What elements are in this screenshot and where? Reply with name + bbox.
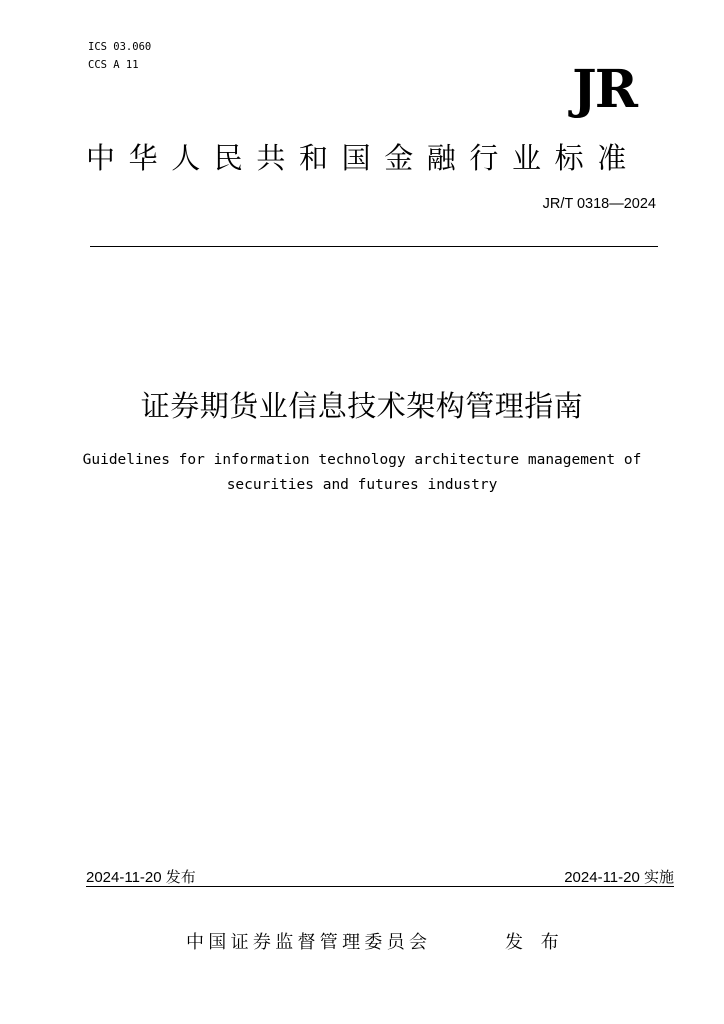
publish-date: 2024-11-20 发布 [86, 869, 196, 886]
top-divider [90, 246, 658, 247]
ics-code: ICS 03.060 [88, 41, 152, 53]
issue-label: 发 布 [505, 932, 565, 953]
national-standard-title: 中华人民共和国金融行业标准 [86, 141, 640, 175]
bottom-divider [86, 886, 674, 887]
ccs-code: CCS A 11 [88, 59, 139, 71]
document-title-english [60, 448, 664, 498]
document-title-chinese: 证券期货业信息技术架构管理指南 [140, 389, 584, 423]
english-title-line-2: securities and futures industry [226, 477, 498, 493]
english-title-line-1: Guidelines for information technology architecture management of [82, 452, 642, 468]
classification-codes [88, 38, 151, 74]
issuing-authority: 中国证券监督管理委员会 [186, 932, 432, 953]
jr-logo: JR [572, 59, 636, 120]
standard-number: JR/T 0318—2024 [542, 196, 656, 212]
implement-date: 2024-11-20 实施 [564, 869, 674, 886]
